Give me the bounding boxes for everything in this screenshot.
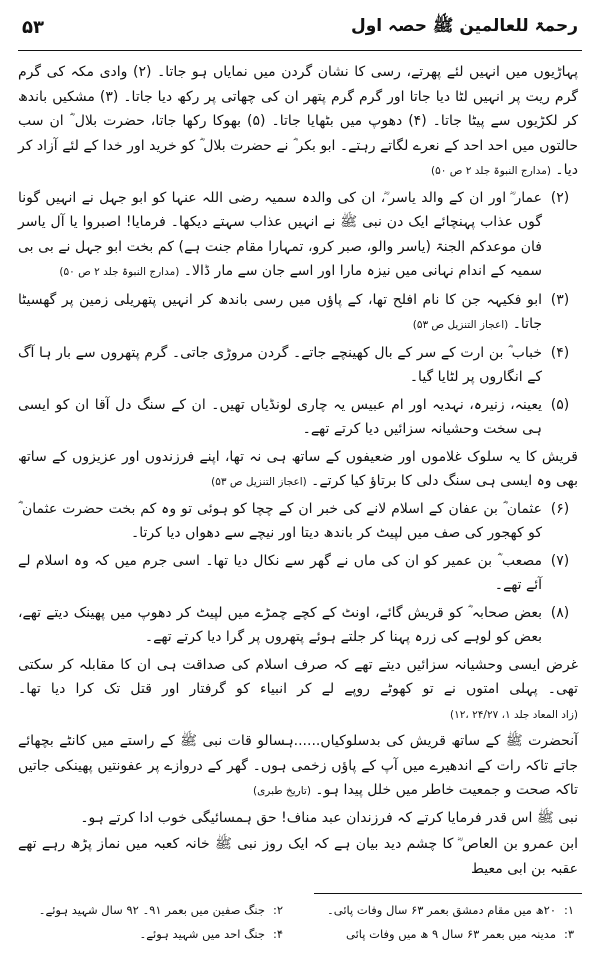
item-number: (۷): [550, 552, 570, 569]
page-number: ۵۳: [22, 16, 44, 38]
list-item: [18, 341, 578, 390]
citation: (مدارج النبوۃ جلد ۲ ص ۵۰): [59, 266, 180, 278]
item-number: (۸): [550, 604, 570, 621]
item-text-wrap: [18, 186, 542, 285]
item-text-wrap: [18, 288, 542, 338]
footnote: [18, 898, 291, 922]
footnote-number: ۴:: [272, 927, 284, 941]
page-header: [22, 6, 578, 48]
item-text: یعینہ، زنیرہ، نہدیہ اور ام عبیس یہ چاری لونڈیاں تھیں۔ ان کے سنگ دل آقا ان کو ایسی ہی سخت وحشیانہ سزائیں دیا کرتے تھے۔: [18, 396, 542, 437]
item-text: مصعب ؓ بن عمیر کو ان کی ماں نے گھر سے نکال دیا تھا۔ اسی جرم میں کہ وہ اسلام لے آئے تھے۔: [18, 552, 542, 593]
paragraph-text: ابن عمرو بن العاص ؓ کا چشم دید بیان ہے کہ ایک روز نبی ﷺ خانہ کعبہ میں نماز پڑھ رہے تھے عقبہ بن ابی معیط: [18, 836, 578, 877]
citation: (زاد المعاد جلد ۱، ۲۴/۲۷ ،۱۲): [450, 708, 578, 721]
footnote-number: ۳:: [563, 927, 575, 941]
paragraph: [18, 806, 578, 831]
footnote-text: جنگ احد میں شہید ہوئے۔: [139, 927, 265, 941]
header-divider: [18, 50, 582, 51]
paragraph: [18, 60, 578, 184]
footnote-text: جنگ صفین میں بعمر ۹۱۔ ۹۲ سال شہید ہوئے۔: [38, 903, 265, 917]
item-text: ابو فکیہہ جن کا نام افلح تھا، کے پاؤں میں رسی باندھ کر انہیں پتھریلی زمین پر گھسیٹا جاتا۔: [18, 291, 542, 332]
footnote: [309, 898, 582, 922]
footnotes: [18, 898, 582, 946]
citation: (مدارج النبوۃ جلد ۲ ص ۵۰): [431, 165, 551, 177]
item-text: عثمان ؓ بن عفان کے اسلام لانے کی خبر ان کے چچا کو ہوئی تو وہ کم بخت حضرت عثمان ؓ کو کھجور کی صف میں لپیٹ کر باندھ دیتا اور نیچے سے دھواں دیا کرتا۔: [18, 500, 542, 541]
footnote-number: ۱:: [563, 903, 575, 917]
list-item: [18, 497, 578, 546]
paragraph-text: غرض ایسی وحشیانہ سزائیں دیتے تھے کہ صرف اسلام کی صداقت ہی ان کا مقابلہ کر سکتی تھی۔ پہلی امتوں نے تو کھوٹے روپے لے کر انبیاء کو گرفتار اور قتل تک کرا دیا تھا۔: [18, 656, 578, 697]
list-item: [18, 601, 578, 650]
footnote: [18, 922, 291, 946]
citation: (اعجاز التنزیل ص ۵۳): [211, 476, 307, 488]
paragraph: [18, 729, 578, 804]
footnote-number: ۲:: [272, 903, 284, 917]
list-item: [18, 186, 578, 285]
list-item: [18, 393, 578, 442]
running-title: رحمۃ للعالمین ﷺ حصہ اول: [350, 15, 578, 36]
list-item: [18, 288, 578, 338]
item-number: (۴): [550, 344, 570, 361]
paragraph: [18, 445, 578, 495]
citation: (تاریخ طبری): [252, 785, 311, 797]
footnote: [309, 922, 582, 946]
paragraph: [18, 653, 578, 728]
paragraph-text: قریش کا یہ سلوک غلاموں اور ضعیفوں کے ساتھ ہی نہ تھا، اپنے فرزندوں اور عزیزوں کے ساتھ بھی وہ ایسی ہی سنگ دلی کا برتاؤ کیا کرتے۔: [18, 448, 578, 489]
page-body: [18, 60, 578, 883]
paragraph-text: نبی ﷺ اس قدر فرمایا کرتے کہ فرزندان عبد مناف! حق ہمسائیگی خوب ادا کرتے ہو۔: [80, 809, 578, 826]
footnote-divider: [314, 893, 582, 894]
paragraph-text: آنحضرت ﷺ کے ساتھ قریش کی بدسلوکیاں......ہسالو قات نبی ﷺ کے راستے میں کانٹے بچھائے جاتے تاکہ رات کے اندھیرے میں آپ کے پاؤں زخمی ہوں۔ گھر کے دروازے پر عفونتیں پھینکی جاتیں تاکہ صحت و جمعیت خاطر میں خلل پیدا ہو۔: [18, 733, 578, 798]
footnote-text: ۲۰ھ میں مقام دمشق بعمر ۶۳ سال وفات پائی۔: [327, 903, 556, 917]
item-text: خباب ؓ بن ارت کے سر کے بال کھینچے جاتے۔ گردن مروڑی جاتی۔ گرم پتھروں سے بار ہا آگ کے انگاروں پر لٹایا گیا۔: [18, 344, 542, 385]
item-number: (۳): [550, 291, 570, 308]
paragraph-text: پہاڑیوں میں انہیں لئے پھرتے، رسی کا نشان گردن میں نمایاں ہو جاتا۔ (۲) وادی مکہ کی گرم گرم ریت پر انہیں لٹا دیا جاتا اور گرم گرم پتھر ان کی چھاتی پر رکھ دیا جاتا۔ (۳) مشکیں باندھ کر لکڑیوں سے پیٹا جاتا۔ (۴) دھوپ میں بٹھایا جاتا۔ (۵) بھوکا رکھا جاتا، حضرت بلال ؓ ان سب حالتوں میں احد احد کے نعرے لگاتے رہتے۔ ابو بکر ؓ نے حضرت بلال ؓ کو خرید اور خدا کے لئے آزاد کر دیا۔: [18, 64, 579, 178]
footnote-text: مدینہ میں بعمر ۶۳ سال ۹ ھ میں وفات پائی: [346, 927, 556, 941]
item-number: (۶): [550, 500, 570, 517]
item-number: (۵): [550, 396, 570, 413]
list-item: [18, 549, 578, 598]
paragraph: [18, 832, 578, 881]
item-text: عمار ؓ اور ان کے والد یاسر ؓ، ان کی والدہ سمیہ رضی اللہ عنہا کو ابو جہل نے انہیں گونا گوں عذاب پہنچائے ایک دن نبی ﷺ نے انہیں عذاب سہتے دیکھا۔ فرمایا! اصبروا یا آل یاسر فان موعدکم الجنۃ (یاسر والو، صبر کرو، تمہارا مقام جنت ہے) کم بخت ابو جہل نے بی بی سمیہ کے اندام نہانی میں نیزہ مارا اور اسے جان سے مار ڈالا۔: [18, 189, 542, 279]
citation: (اعجاز التنزیل ص ۵۳): [412, 319, 509, 331]
item-number: (۲): [550, 189, 570, 206]
item-text: بعض صحابہ ؓ کو قریش گائے، اونٹ کے کچے چمڑے میں لپیٹ کر دھوپ میں پھینک دیتے تھے، بعض کو لوہے کی زرہ پہنا کر جلتے ہوئے پتھروں پر گرا دیا کرتے تھے۔: [18, 604, 542, 645]
